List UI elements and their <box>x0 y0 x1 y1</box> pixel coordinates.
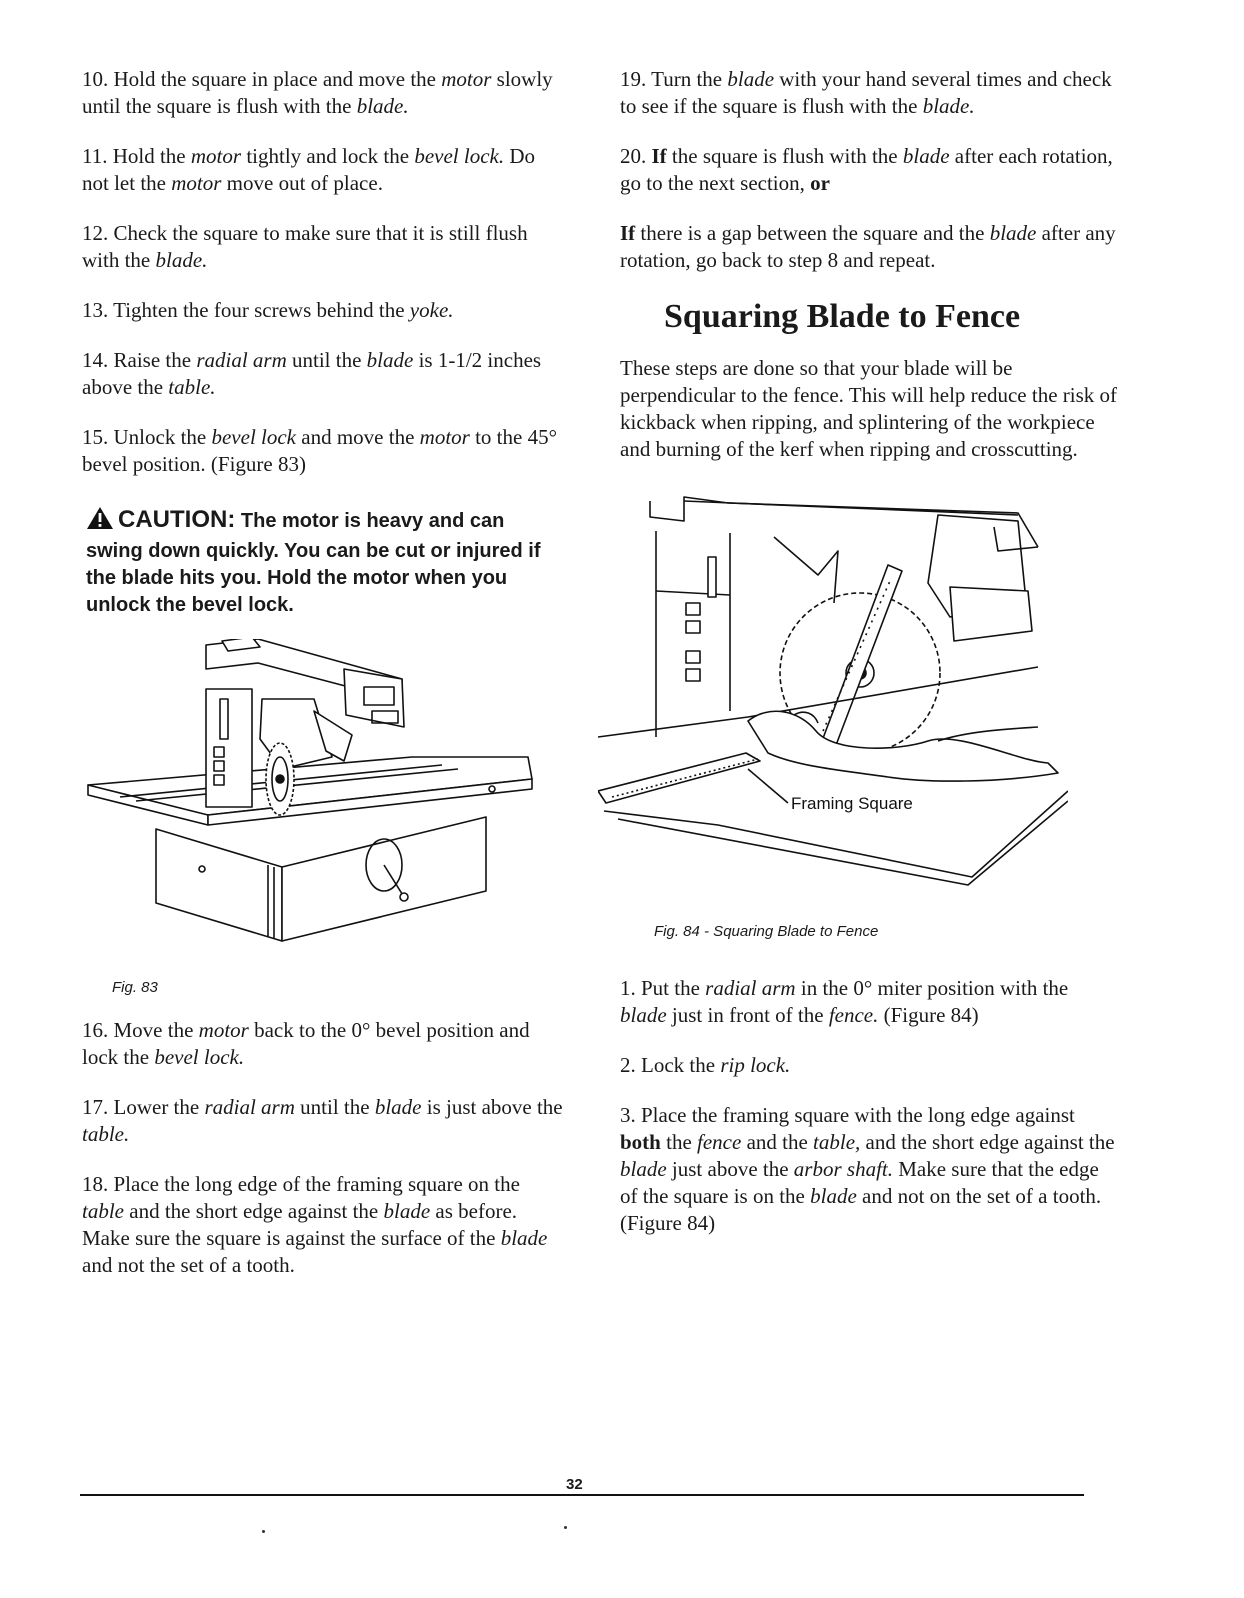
caution-title: CAUTION: <box>118 506 236 533</box>
instruction-step: 13. Tighten the four screws behind the yoke. <box>82 298 454 322</box>
squaring-blade-to-fence-illustration <box>598 491 1068 911</box>
instruction-step: 14. Raise the radial arm until the blade is 1-1/2 inches above the table. <box>82 348 542 399</box>
instruction-step: 16. Move the motor back to the 0° bevel position and lock the bevel lock. <box>82 1018 530 1069</box>
left-column <box>82 66 564 1302</box>
warning-triangle-icon <box>86 506 114 538</box>
figure-84 <box>598 491 1120 945</box>
caution-text: The motor is heavy and can swing down quickly. You can be cut or injured if the blade hits you. Hold the motor when you unlock the bevel lock. <box>86 510 541 616</box>
section-heading: Squaring Blade to Fence <box>664 298 1021 335</box>
figure-84-caption: Fig. 84 - Squaring Blade to Fence <box>654 923 879 940</box>
squaring-steps <box>620 975 1120 1237</box>
section-intro: These steps are done so that your blade will be perpendicular to the fence. This will help reduce the risk of kickback when ripping, and splintering of the workpiece and burning of the kerf when ripping and crosscutting. <box>620 356 1118 461</box>
instruction-step: 10. Hold the square in place and move the motor slowly until the square is flush with the blade. <box>82 67 553 118</box>
instruction-step: 17. Lower the radial arm until the blade is just above the table. <box>82 1095 563 1146</box>
steps-19-20 <box>620 66 1120 274</box>
steps-10-15 <box>82 66 564 478</box>
radial-arm-saw-bevel-illustration <box>82 639 564 979</box>
framing-square-label: Framing Square <box>791 794 913 813</box>
scan-speck <box>564 1526 567 1529</box>
scan-speck <box>262 1530 265 1533</box>
instruction-step: 2. Lock the rip lock. <box>620 1053 791 1077</box>
page-number: 32 <box>566 1476 583 1493</box>
right-column <box>620 66 1120 1260</box>
instruction-step: 1. Put the radial arm in the 0° miter position with the blade just in front of the fence. (Figure 84) <box>620 976 1069 1027</box>
instruction-step: 12. Check the square to make sure that it is still flush with the blade. <box>82 221 528 272</box>
instruction-step: 20. If the square is flush with the blade after each rotation, go to the next section, or <box>620 144 1113 195</box>
footer-rule <box>80 1494 1084 1496</box>
instruction-step: 3. Place the framing square with the long edge against both the fence and the table, and the short edge against the blade just above the arbor shaft. Make sure that the edge of the square is on the blade and not on the set of a tooth. (Figure 84) <box>620 1103 1115 1235</box>
figure-83-caption: Fig. 83 <box>112 979 158 996</box>
instruction-step: 19. Turn the blade with your hand several times and check to see if the square is flush with the blade. <box>620 67 1112 118</box>
instruction-step: 11. Hold the motor tightly and lock the bevel lock. Do not let the motor move out of place. <box>82 144 536 195</box>
caution-block <box>86 506 564 619</box>
instruction-step: 18. Place the long edge of the framing square on the table and the short edge against the blade as before. Make sure the square is against the surface of the blade and not the set of a tooth. <box>82 1172 548 1277</box>
figure-83 <box>82 639 564 995</box>
instruction-step: If there is a gap between the square and the blade after any rotation, go back to step 8 and repeat. <box>620 221 1116 272</box>
instruction-step: 15. Unlock the bevel lock and move the motor to the 45° bevel position. (Figure 83) <box>82 425 557 476</box>
steps-16-18 <box>82 1017 564 1279</box>
